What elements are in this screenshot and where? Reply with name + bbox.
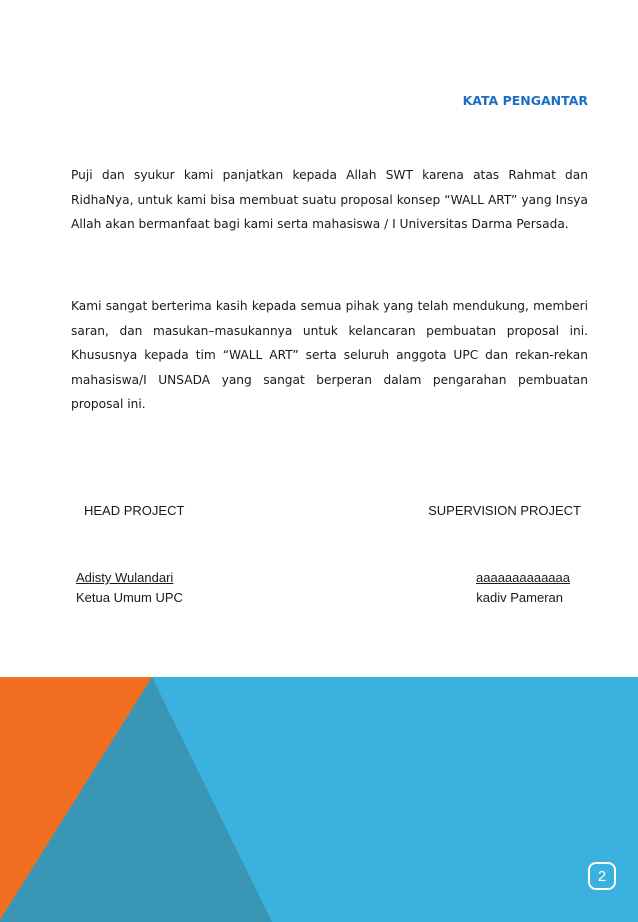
page-title: KATA PENGANTAR (462, 93, 588, 108)
supervision-project-role: kadiv Pameran (476, 590, 563, 605)
supervision-project-name: aaaaaaaaaaaaa (476, 570, 570, 585)
head-project-role: Ketua Umum UPC (76, 590, 183, 605)
head-project-name: Adisty Wulandari (76, 570, 174, 585)
paragraph-opening: Puji dan syukur kami panjatkan kepada Allah SWT karena atas Rahmat dan RidhaNya, untuk kami bisa membuat suatu proposal konsep “WALL ART” yang Insya Allah akan bermanfaat bagi kami serta mahasiswa / I Universitas Darma Persada. (71, 168, 588, 231)
page-number-badge: 2 (588, 862, 616, 890)
head-project-label: HEAD PROJECT (84, 503, 185, 518)
supervision-project-label: SUPERVISION PROJECT (428, 503, 581, 518)
paragraph-thanks: Kami sangat berterima kasih kepada semua pihak yang telah mendukung, memberi saran, dan masukan–masukannya untuk kelancaran pembuatan proposal ini. Khususnya kepada tim “WALL ART” serta seluruh anggota UPC dan rekan-rekan mahasiswa/I UNSADA yang sangat berperan dalam pengarahan pembuatan proposal ini. (71, 299, 588, 411)
